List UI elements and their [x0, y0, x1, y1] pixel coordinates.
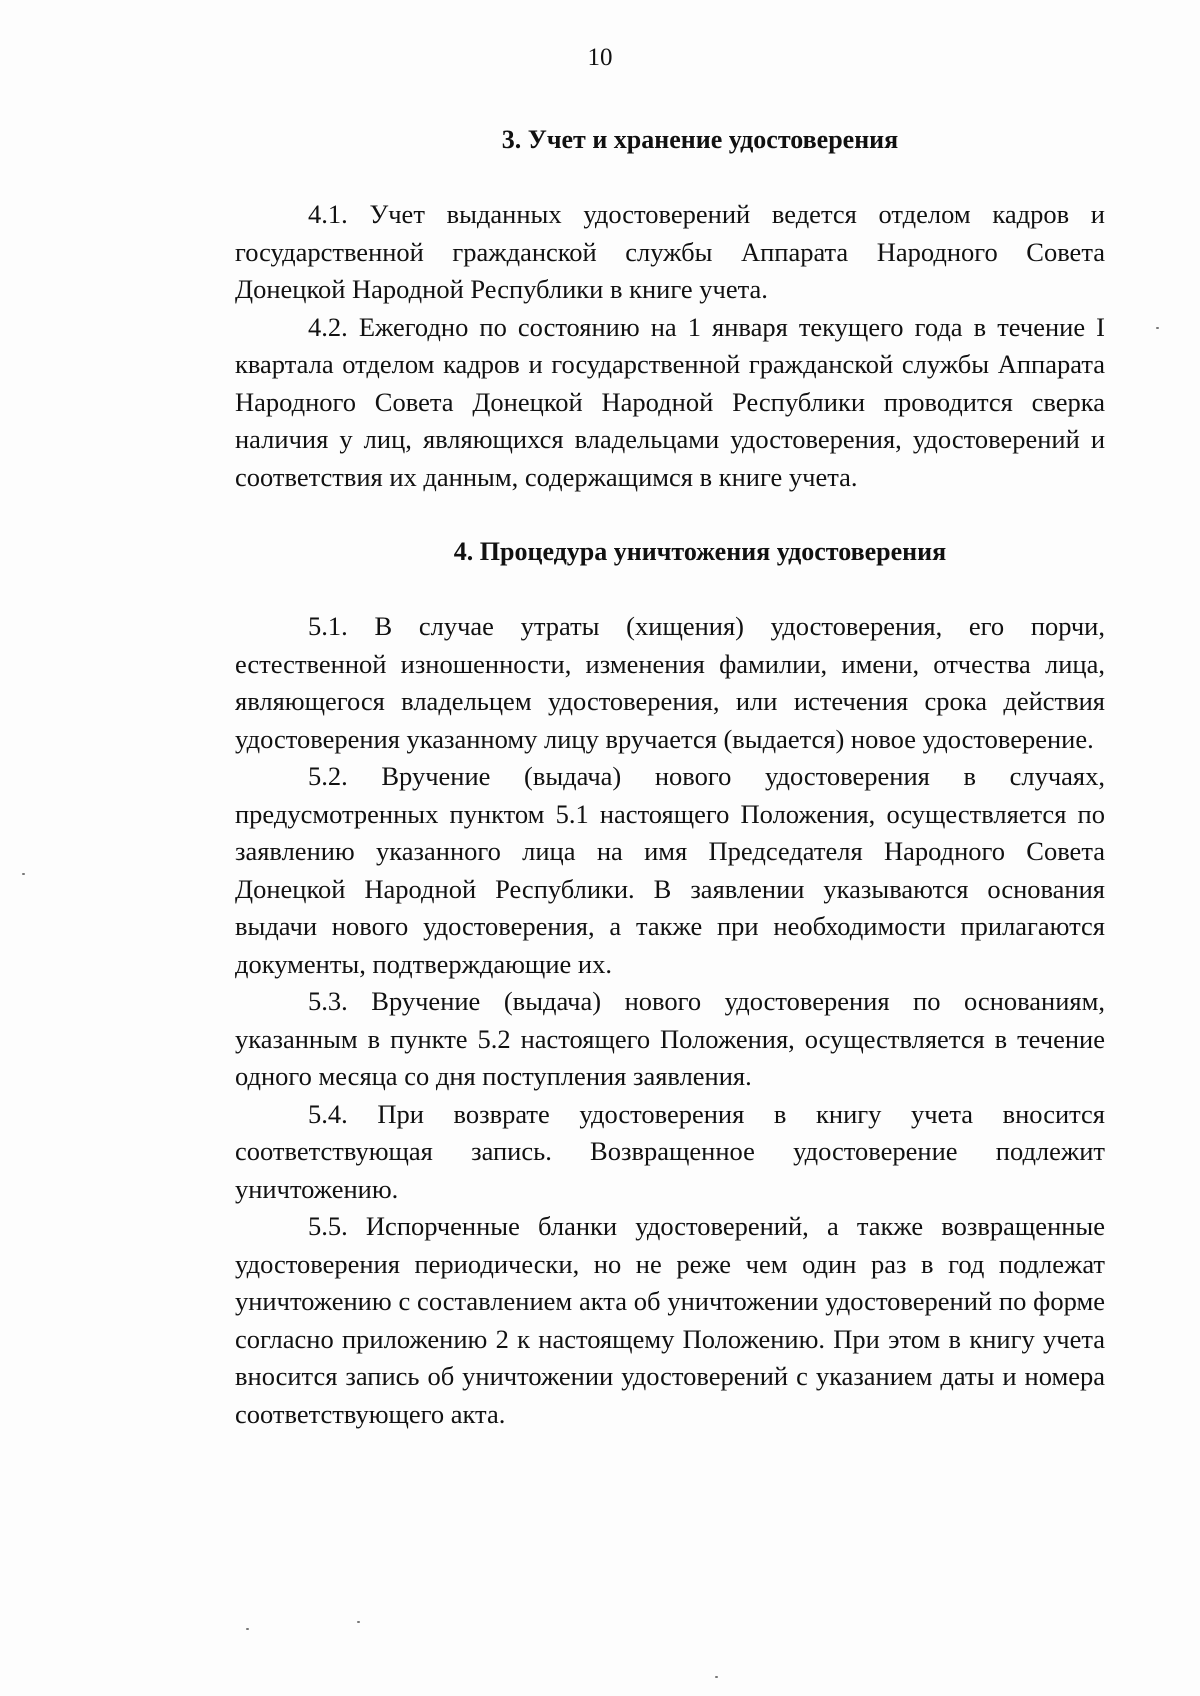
paragraph-4-1: 4.1. Учет выданных удостоверений ведется отделом кадров и государственной гражданской службы Аппарата Народного Совета Донецкой Народной Республики в книге учета.	[235, 199, 1105, 304]
scan-speck	[246, 1628, 249, 1630]
paragraph-5-1: 5.1. В случае утраты (хищения) удостоверения, его порчи, естественной изношенности, изменения фамилии, имени, отчества лица, являющегося владельцем удостоверения, или истечения срока действия удостоверения указанному лицу вручается (выдается) новое удостоверение.	[235, 611, 1105, 754]
scan-speck	[22, 873, 25, 875]
scan-speck	[1156, 327, 1159, 329]
section-4-heading: 4. Процедура уничтожения удостоверения	[453, 537, 947, 566]
scan-speck	[715, 1676, 718, 1678]
page-number: 10	[587, 44, 613, 71]
section-3-heading: 3. Учет и хранение удостоверения	[501, 125, 899, 154]
paragraph-4-2: 4.2. Ежегодно по состоянию на 1 января текущего года в течение I квартала отделом кадров и государственной гражданской службы Аппарата Народного Совета Донецкой Народной Республики проводится сверка наличия у лиц, являющихся владельцами удостоверения, удостоверений и соответствия их данным, содержащимся в книге учета.	[235, 311, 1105, 492]
document-body	[235, 122, 1105, 1433]
paragraph-5-4: 5.4. При возврате удостоверения в книгу учета вносится соответствующая запись. Возвращенное удостоверение подлежит уничтожению.	[235, 1098, 1105, 1204]
paragraph-5-3: 5.3. Вручение (выдача) нового удостоверения по основаниям, указанным в пункте 5.2 настоящего Положения, осуществляется в течение одного месяца со дня поступления заявления.	[235, 986, 1105, 1091]
scan-speck	[357, 1621, 360, 1623]
paragraph-5-5: 5.5. Испорченные бланки удостоверений, а также возвращенные удостоверения периодически, но не реже чем один раз в год подлежат уничтожению с составлением акта об уничтожении удостоверений по форме согласно приложению 2 к настоящему Положению. При этом в книгу учета вносится запись об уничтожении удостоверений с указанием даты и номера соответствующего акта.	[235, 1211, 1105, 1429]
paragraph-5-2: 5.2. Вручение (выдача) нового удостоверения в случаях, предусмотренных пунктом 5.1 настоящего Положения, осуществляется по заявлению указанного лица на имя Председателя Народного Совета Донецкой Народной Республики. В заявлении указываются основания выдачи нового удостоверения, а также при необходимости прилагаются документы, подтверждающие их.	[235, 761, 1105, 979]
